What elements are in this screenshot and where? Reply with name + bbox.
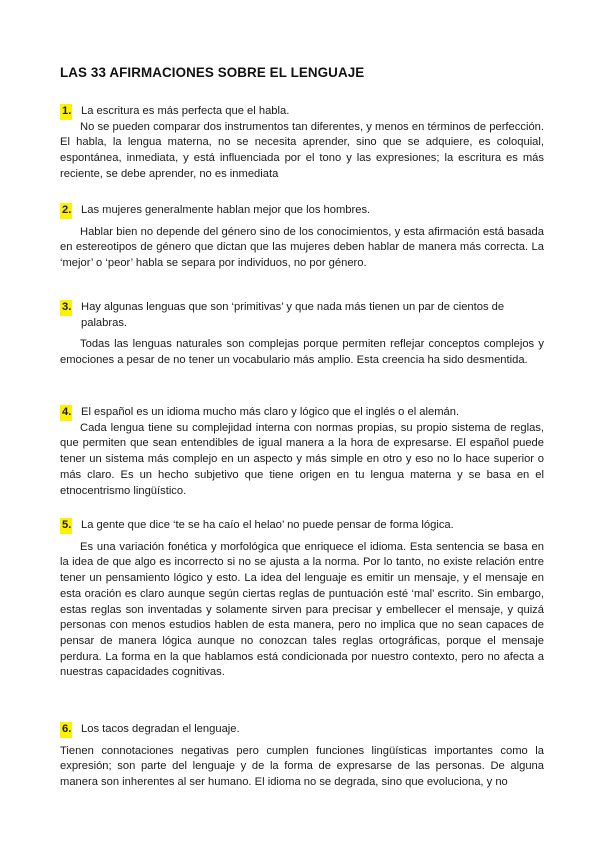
statement-6 (60, 722, 544, 791)
statement-explanation: Hablar bien no depende del género sino de los conocimientos, y esta afirmación está basada en estereotipos de género que dictan que las mujeres deben hablar de manera más correcta. La ‘mejor’ o ‘peor’ habla se separa por individuos, no por género. (60, 225, 544, 270)
statement-2 (60, 203, 544, 272)
statement-heading (60, 405, 544, 421)
statement-explanation: No se pueden comparar dos instrumentos tan diferentes, y menos en términos de perfección. El habla, la lengua materna, no se necesita aprender, sino que se adquiere, es coloquial, espontánea, inmediata, y está influenciada por el tono y las expresiones; la escritura es más reciente, se debe aprender, no es inmediata (60, 120, 544, 180)
statement-explanation: Cada lengua tiene su complejidad interna con normas propias, su propio sistema de reglas, que permiten que sean entendibles de igual manera a la hora de expresarse. El español puede tener un sistema más complejo en un aspecto y más simple en otro y eso no lo hace superior o más claro. Es un hecho subjetivo que tiene origen en tu lengua materna y se basa en el etnocentrismo lingüístico. (60, 421, 544, 497)
statement-5 (60, 518, 544, 681)
statement-heading (60, 722, 544, 738)
statement-claim: Los tacos degradan el lenguaje. (81, 723, 240, 735)
statement-4 (60, 405, 544, 499)
statement-number: 1. (60, 104, 72, 120)
statement-explanation: Tienen connotaciones negativas pero cumplen funciones lingüísticas importantes como la expresión; son parte del lenguaje y de la forma de expresarse de las personas. De alguna manera son inherentes al ser humano. El idioma no se degrada, sino que evoluciona, y no (60, 744, 544, 789)
statement-heading (60, 518, 544, 534)
statement-claim: Hay algunas lenguas que son ‘primitivas’ y que nada más tienen un par de cientos de palabras. (81, 301, 505, 329)
statement-explanation: Es una variación fonética y morfológica que enriquece el idioma. Esta sentencia se basa en la idea de que algo es incorrecto si no se ajusta a la norma. Por lo tanto, no existe relación entre tener un pensamiento lógico y esto. La idea del lenguaje es emitir un mensaje, y el mensaje en esta oración es claro aunque según ciertas reglas de puntuación esté ‘mal’ escrito. Sin embargo, estas reglas son inventadas y solamente sirven para precisar y embellecer el mensaje, y quizá personas con menos estudios hablen de esta manera, pero no implica que no sean capaces de pensar de manera lógica aunque no conozcan tales reglas ortográficas, porque el mensaje perdura. La forma en la que hablamos está condicionada por nuestro contexto, pero no afecta a nuestras capacidades cognitivas. (60, 540, 544, 679)
statement-1 (60, 104, 544, 183)
statement-claim: El español es un idioma mucho más claro y lógico que el inglés o el alemán. (81, 406, 460, 418)
statement-heading (60, 104, 544, 120)
statement-number: 3. (60, 300, 72, 316)
statement-claim: La escritura es más perfecta que el habla. (81, 105, 290, 117)
statement-number: 5. (60, 518, 72, 534)
page-title: LAS 33 AFIRMACIONES SOBRE EL LENGUAJE (60, 65, 365, 80)
statement-claim: Las mujeres generalmente hablan mejor que los hombres. (81, 204, 371, 216)
statement-explanation: Todas las lenguas naturales son complejas porque permiten reflejar conceptos complejos y emociones a pesar de no tener un vocabulario más amplio. Esta creencia ha sido desmentida. (60, 338, 544, 367)
statement-3 (60, 300, 544, 369)
statement-number: 6. (60, 722, 72, 738)
statement-number: 2. (60, 203, 72, 219)
statement-heading (60, 300, 544, 331)
statement-number: 4. (60, 405, 72, 421)
statement-claim: La gente que dice ‘te se ha caío el helao’ no puede pensar de forma lógica. (81, 519, 454, 531)
statement-heading (60, 203, 544, 219)
